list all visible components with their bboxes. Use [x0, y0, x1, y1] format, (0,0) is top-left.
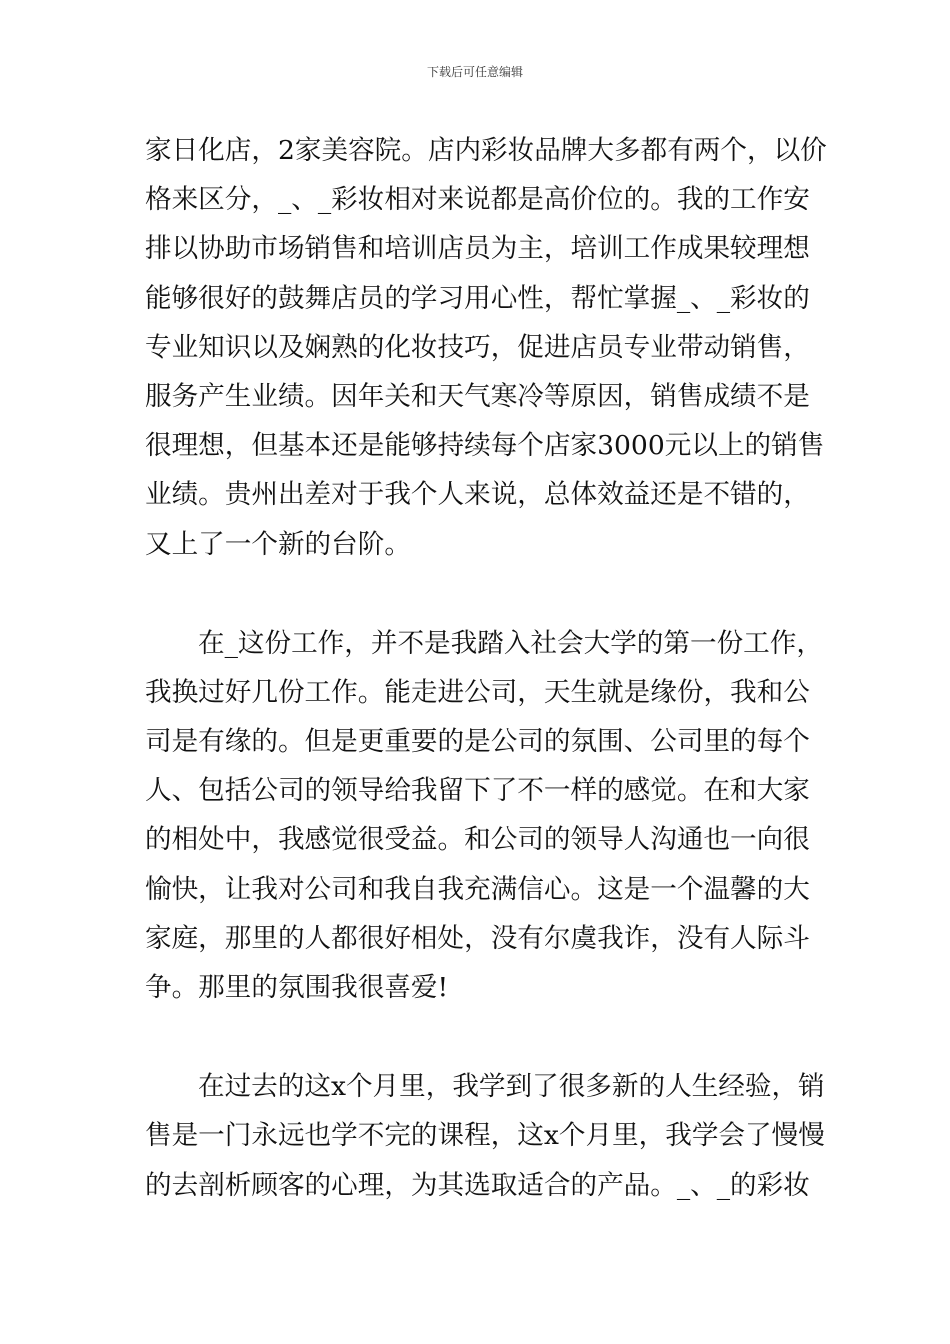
- text-line: 愉快，让我对公司和我自我充满信心。这是一个温馨的大: [145, 873, 810, 905]
- paragraph-3: [145, 1062, 825, 1210]
- text-line: 争。那里的氛围我很喜爱!: [145, 972, 449, 1003]
- text-line: 人、包括公司的领导给我留下了不一样的感觉。在和大家: [145, 775, 810, 807]
- text-line: 我换过好几份工作。能走进公司，天生就是缘份，我和公: [145, 676, 810, 708]
- text-line: 在_这份工作，并不是我踏入社会大学的第一份工作，: [198, 627, 823, 659]
- text-line: 又上了一个新的台阶。: [145, 528, 411, 560]
- text-line: 司是有缘的。但是更重要的是公司的氛围、公司里的每个: [145, 726, 810, 758]
- text-line: 业绩。贵州出差对于我个人来说，总体效益还是不错的，: [145, 479, 810, 511]
- paragraph-2: [145, 619, 823, 1013]
- document-body: [145, 126, 827, 1210]
- text-line: 售是一门永远也学不完的课程，这x个月里，我学会了慢慢: [145, 1120, 825, 1152]
- text-line: 家日化店，2家美容院。店内彩妆品牌大多都有两个，以价: [145, 135, 827, 166]
- paragraph-spacer: [145, 1012, 810, 1062]
- text-line: 服务产生业绩。因年关和天气寒冷等原因，销售成绩不是: [145, 380, 810, 412]
- text-line: 的去剖析顾客的心理，为其选取适合的产品。_、_的彩妆: [145, 1169, 810, 1201]
- text-line: 在过去的这x个月里，我学到了很多新的人生经验，销: [198, 1071, 825, 1103]
- text-line: 能够很好的鼓舞店员的学习用心性，帮忙掌握_、_彩妆的: [145, 282, 810, 314]
- text-line: 家庭，那里的人都很好相处，没有尔虞我诈，没有人际斗: [145, 922, 810, 954]
- text-line: 的相处中，我感觉很受益。和公司的领导人沟通也一向很: [145, 824, 810, 856]
- text-line: 专业知识以及娴熟的化妆技巧，促进店员专业带动销售，: [145, 331, 810, 363]
- text-line: 排以协助市场销售和培训店员为主，培训工作成果较理想: [145, 233, 810, 265]
- text-line: 很理想，但基本还是能够持续每个店家3000元以上的销售: [145, 430, 825, 462]
- text-line: 格来区分，_、_彩妆相对来说都是高价位的。我的工作安: [145, 184, 810, 216]
- page-header: 下载后可任意编辑: [426, 65, 523, 79]
- paragraph-1: [145, 126, 827, 569]
- paragraph-spacer: [145, 569, 810, 619]
